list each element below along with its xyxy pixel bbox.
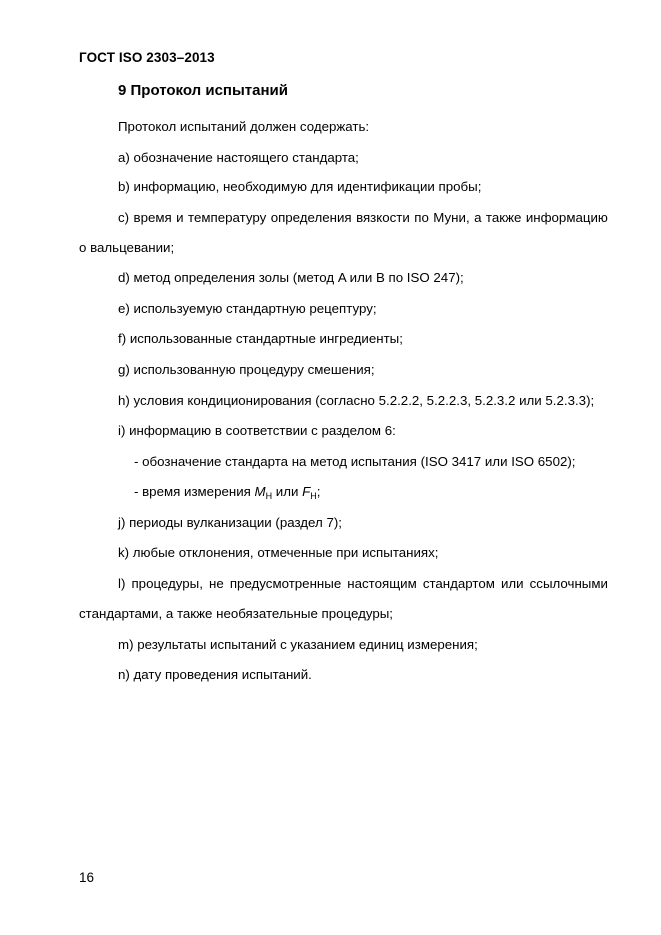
word: определения (270, 210, 352, 225)
list-item-j: j) периоды вулканизации (раздел 7); (118, 515, 342, 530)
symbol-f: F (302, 484, 311, 499)
list-item-n: n) дату проведения испытаний. (118, 667, 312, 682)
word: не (209, 576, 224, 591)
list-item-c-line2: о вальцевании; (79, 240, 175, 255)
word: или (500, 576, 524, 591)
word: по (414, 210, 429, 225)
word: ссылочными (529, 576, 608, 591)
list-item-l-line1 (118, 576, 608, 592)
sub-item-time-suffix: ; (316, 484, 321, 499)
list-item-a: a) обозначение настоящего стандарта; (118, 150, 359, 165)
list-item-d: d) метод определения золы (метод A или B по ISO 247); (118, 270, 464, 285)
sub-item-time (134, 484, 320, 501)
list-item-g: g) использованную процедуру смешения; (118, 362, 375, 377)
page-number: 16 (79, 870, 95, 885)
word: и (176, 210, 184, 225)
list-item-l-line2: стандартами, а также необязательные процедуры; (79, 606, 393, 621)
intro-text: Протокол испытаний должен содержать: (118, 119, 370, 134)
word: вязкости (356, 210, 410, 225)
word: l) (118, 576, 126, 591)
sub-item-time-prefix: - время измерения (134, 484, 255, 499)
symbol-f-index: H (310, 491, 317, 501)
word: температуру (188, 210, 267, 225)
word: также (485, 210, 522, 225)
list-item-b: b) информацию, необходимую для идентификации пробы; (118, 179, 482, 194)
list-item-k: k) любые отклонения, отмеченные при испытаниях; (118, 545, 439, 560)
list-item-m: m) результаты испытаний с указанием единиц измерения; (118, 637, 478, 652)
document-header: ГОСТ ISO 2303–2013 (79, 50, 215, 65)
word: c) (118, 210, 130, 225)
word: Муни, (433, 210, 470, 225)
word: информацию (525, 210, 608, 225)
section-title: 9 Протокол испытаний (118, 82, 288, 99)
list-item-i: i) информацию в соответствии с разделом 6: (118, 423, 396, 438)
symbol-m: M (254, 484, 266, 499)
word: а (474, 210, 482, 225)
list-item-f: f) использованные стандартные ингредиенты; (118, 331, 403, 346)
list-item-h: h) условия кондиционирования (согласно 5.2.2.2, 5.2.2.3, 5.2.3.2 или 5.2.3.3); (118, 393, 595, 408)
symbol-m-index: H (265, 491, 273, 501)
word: предусмотренные (229, 576, 342, 591)
sub-item-time-mid: или (272, 484, 303, 499)
word: настоящим (347, 576, 417, 591)
word: время (133, 210, 172, 225)
word: процедуры, (131, 576, 203, 591)
sub-item-standard: - обозначение стандарта на метод испытания (ISO 3417 или ISO 6502); (134, 454, 576, 469)
list-item-c-line1 (118, 210, 608, 226)
word: стандартом (422, 576, 495, 591)
list-item-e: e) используемую стандартную рецептуру; (118, 301, 377, 316)
